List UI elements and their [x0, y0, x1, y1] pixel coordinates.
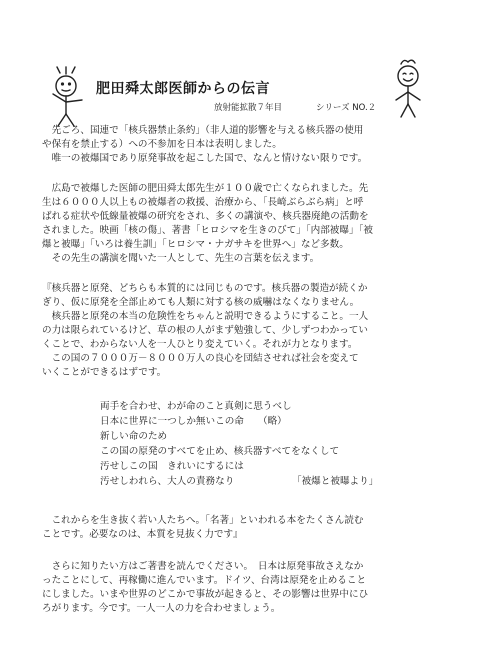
body-line: の力は限られているけど、草の根の人がまず勉強して、少しずつわかってい: [42, 325, 368, 336]
body-line: くことで、わからない人を一人ひとり変えていく。それが力となります。: [42, 339, 358, 350]
body-line: や保有を禁止する）への不参加を日本は表明しました。: [42, 139, 282, 150]
page-title: 肥田舜太郎医師からの伝言: [96, 81, 270, 97]
stick-figure-smiling-icon: [386, 56, 434, 122]
poem-line: 日本に世界に一つしか無いこの命: [100, 416, 244, 427]
body-line: 核兵器と原発の本当の危険性をちゃんと説明できるようにすること。一人: [42, 311, 369, 322]
body-line: 先ごろ、国連で「核兵器禁止条約」（非人道的影響を与える核兵器の使用: [42, 125, 364, 136]
body-line: この国の７０００万－８０００万人の良心を団結させれば社会を変えて: [42, 353, 359, 364]
body-line: 生は６０００人以上もの被爆者の救援、治療から、「長崎ぶらぶら病」と呼: [42, 197, 364, 208]
body-line: 唯一の被爆国であり原発事故を起こした国で、なんと情けない限りです。: [42, 153, 368, 164]
body-line: ろがります。今です。一人一人の力を合わせましょう。: [42, 603, 281, 614]
body-line: その先生の講演を聞いた一人として、先生の言葉を伝えます。: [42, 253, 320, 264]
poem-line: 新しい命のため: [100, 431, 168, 442]
body-line: ばれる症状や低線量被爆の研究をされ、多くの講演や、核兵器廃絶の活動を: [42, 211, 369, 222]
poem-omission-note: （略）: [258, 416, 287, 427]
body-line: さらに知りたい方はご著書を読んでください。 日本は原発事故さえなか: [42, 561, 364, 572]
body-line: にしました。いまや世界のどこかで事故が起きると、その影響は世界中にひ: [42, 589, 369, 600]
body-line: いくことができるはずです。: [42, 367, 167, 378]
body-line: 広島で被爆した医師の肥田舜太郎先生が１００歳で亡くなられました。先: [42, 183, 369, 194]
body-line: ぎり、仮に原発を全部止めても人類に対する核の威嚇はなくなりません。: [42, 297, 360, 308]
subtitle-series: シリーズ NO.２: [316, 103, 377, 113]
poem-line: 両手を合わせ、わが命のこと真剣に思うべし: [100, 401, 292, 412]
poem-source: 「被爆と被曝より」: [292, 476, 379, 487]
poem-line: 汚せしわれら、大人の責務なり: [100, 476, 235, 487]
poem-line: この国の原発のすべてを止め、核兵器すべてをなくして: [100, 446, 340, 457]
subtitle-year: 放射能拡散７年目: [214, 103, 283, 113]
body-line: これからを生き抜く若い人たちへ。「名著」といわれる本をたくさん読む: [42, 515, 364, 526]
body-line: ことです。必要なのは、本質を見抜く力です』: [42, 529, 243, 540]
body-line: ったことにして、再稼働に進んでいます。ドイツ、台湾は原発を止めること: [42, 575, 367, 586]
body-line: 『核兵器と原発、どちらも本質的には同じものです。核兵器の製造が続くか: [42, 283, 368, 294]
body-line: 爆と被曝」「いろは養生訓」「ヒロシマ・ナガサキを世界へ」など多数。: [42, 239, 349, 250]
poem-line: 汚せしこの国 きれいにするには: [100, 461, 244, 472]
body-line: されました。映画「核の傷」、著書「ヒロシマを生きのびて」「内部被曝」「被: [42, 225, 373, 236]
stick-figure-waving-icon: [44, 64, 92, 130]
